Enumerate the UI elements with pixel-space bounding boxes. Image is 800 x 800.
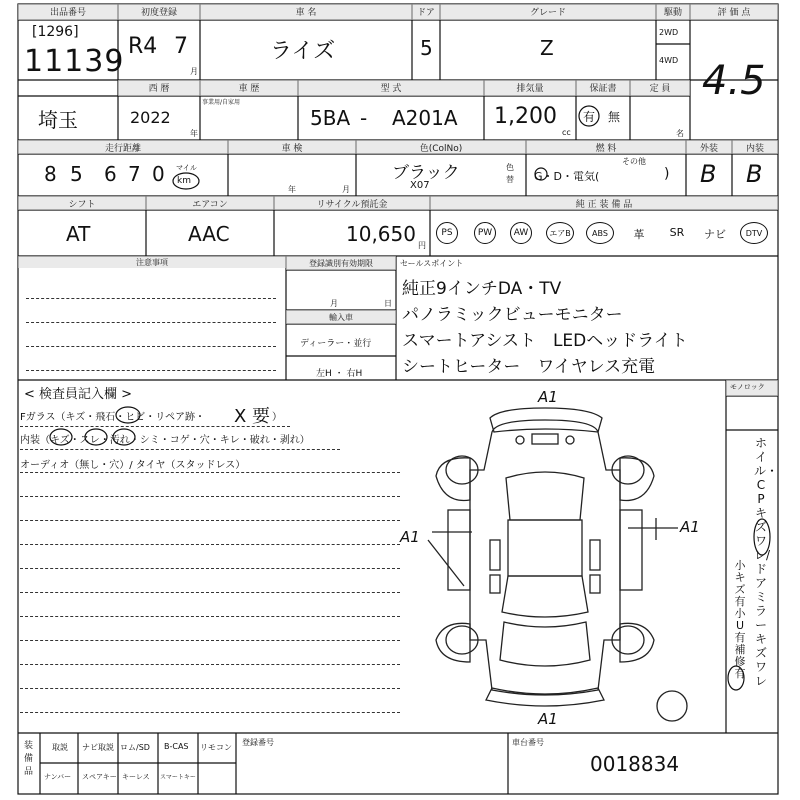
ac-value: AAC xyxy=(188,222,230,246)
equip-abs: ABS xyxy=(586,222,614,244)
door-label: ドア xyxy=(417,8,435,18)
model-code: A201A xyxy=(392,106,458,130)
import-label: 輸入車 xyxy=(329,313,353,322)
mileage-digit-3: 6 xyxy=(104,162,117,186)
capacity-unit: 名 xyxy=(676,129,684,138)
month-unit: 月 xyxy=(190,67,198,76)
shift-label: シフト xyxy=(68,200,96,210)
car-name: ライズ xyxy=(270,39,336,64)
caution-line xyxy=(26,298,276,299)
name-label: 車 名 xyxy=(295,8,317,18)
color-name: ブラック xyxy=(392,163,460,183)
sales-point-2: パノラミックビューモニター xyxy=(402,305,623,325)
western-label: 西 暦 xyxy=(148,84,170,94)
lot-label: 出品番号 xyxy=(49,8,86,18)
footer-item-manual: 取説 xyxy=(52,743,68,752)
capacity-label: 定 員 xyxy=(649,84,671,94)
equip-ps: PS xyxy=(436,222,458,244)
sales-point-3: スマートアシスト LEDヘッドライト xyxy=(402,331,688,351)
door-count: 5 xyxy=(420,36,433,60)
inspection-line-1: Fガラス（キズ・飛石・ヒビ・リペア跡・ xyxy=(20,412,206,423)
side-legend: ホイル・CPキズワレ/ドアミラーキズワレ xyxy=(754,436,779,688)
shaken-year: 年 xyxy=(288,185,296,194)
shaken-label: 車 検 xyxy=(281,144,303,154)
sales-point-4: シートヒーター ワイヤレス充電 xyxy=(402,357,656,377)
inspection-line xyxy=(20,520,400,521)
mileage-digit-5: 0 xyxy=(152,162,165,186)
inspection-line xyxy=(20,544,400,545)
prefecture: 埼玉 xyxy=(38,108,78,132)
equip-dtv: DTV xyxy=(740,222,768,244)
interior-grade: B xyxy=(746,160,763,188)
equip-aw: AW xyxy=(510,222,532,244)
color-label: 色(ColNo) xyxy=(419,144,463,154)
equip-airbag: エアB xyxy=(546,222,574,244)
inspection-line xyxy=(20,616,400,617)
inspection-line-2: 内装（キズ・スレ・汚れ・シミ・コゲ・穴・キレ・破れ・剥れ） xyxy=(20,435,310,446)
mileage-digit-2: 5 xyxy=(70,162,83,186)
inspection-line xyxy=(20,496,400,497)
month: 7 xyxy=(174,34,188,59)
history-note: 事業用/自家用 xyxy=(202,99,241,106)
inspection-line xyxy=(20,712,400,713)
mileage-digit-4: 7 xyxy=(128,162,141,186)
damage-mark-rear: A1 xyxy=(538,388,558,406)
score-value: 4.5 xyxy=(702,58,766,104)
drive-4wd: 4WD xyxy=(659,56,679,65)
equip-navi: ナビ xyxy=(704,228,726,241)
drive-label: 駆動 xyxy=(663,8,682,18)
grade-label: グレード xyxy=(529,8,566,18)
recycle-value: 10,650 xyxy=(346,222,416,246)
mileage-unit-km: km xyxy=(177,176,191,186)
equip-sunroof: SR xyxy=(669,226,685,239)
model-dash: - xyxy=(360,106,368,130)
ac-label: エアコン xyxy=(192,200,228,210)
reg-month: 月 xyxy=(330,299,338,308)
chassis-number: 0018834 xyxy=(590,752,680,776)
year-reg-label: 初度登録 xyxy=(140,8,177,18)
fuel-other: その他 xyxy=(622,157,646,166)
dealer-parallel: ディーラー・並行 xyxy=(300,339,372,349)
inspection-line xyxy=(20,426,290,427)
footer-item-rom-sd: ロム/SD xyxy=(120,743,150,752)
displacement: 1,200 xyxy=(494,104,557,129)
year: 2022 xyxy=(130,108,171,127)
shaken-month: 月 xyxy=(342,185,350,194)
inspection-line xyxy=(20,568,400,569)
exterior-label: 外装 xyxy=(699,144,718,154)
model-prefix: 5BA xyxy=(310,106,351,130)
score-label: 評 価 点 xyxy=(717,8,751,18)
footer-item-plate: ナンバー xyxy=(44,773,72,781)
reg-day: 日 xyxy=(384,299,392,308)
inspection-line xyxy=(20,472,400,473)
equipment-label: 純 正 装 備 品 xyxy=(575,200,633,210)
caution-line xyxy=(26,346,276,347)
fuel-close: ) xyxy=(664,166,670,182)
side-legend-2: 小キズ有 小U有 補修有 xyxy=(734,559,746,680)
steering-side: 左H ・ 右H xyxy=(316,369,363,379)
interior-label: 内装 xyxy=(745,144,764,154)
cc-label: 排気量 xyxy=(516,84,544,94)
registration-number-label: 登録番号 xyxy=(242,738,274,747)
warranty-label: 保証書 xyxy=(589,84,617,94)
equip-pw: PW xyxy=(474,222,496,244)
caution-line xyxy=(26,322,276,323)
inspection-title: < 検査員記入欄 > xyxy=(24,387,133,402)
lot-number: 11139 xyxy=(24,44,125,79)
era-year: R4 xyxy=(128,34,158,59)
history-label: 車 歴 xyxy=(238,84,260,94)
inspection-line xyxy=(20,688,400,689)
inspection-line xyxy=(20,640,400,641)
grade: Z xyxy=(540,36,554,60)
equipment-row-label: 装 備 品 xyxy=(24,741,34,777)
footer-item-spare-key: スペアキー xyxy=(82,773,117,781)
equip-leather: 革 xyxy=(633,228,645,241)
inspection-line xyxy=(20,664,400,665)
registration-label: 登録識別有効期限 xyxy=(309,259,373,268)
warranty-yes: 有 xyxy=(583,110,596,124)
color-change-label: 色替 xyxy=(506,163,514,184)
chassis-label: 車台番号 xyxy=(512,738,544,747)
lot-code: [1296] xyxy=(32,24,79,40)
footer-item-smart-key: スマートキー xyxy=(160,774,196,781)
model-label: 型 式 xyxy=(380,84,402,94)
yen-unit: 円 xyxy=(418,241,426,250)
drive-2wd: 2WD xyxy=(659,28,679,37)
year-unit: 年 xyxy=(190,129,198,138)
caution-label: 注意事項 xyxy=(136,258,168,267)
warranty-no: 無 xyxy=(608,110,621,124)
damage-mark-front: A1 xyxy=(538,710,558,728)
mileage-unit-mile: マイル xyxy=(176,164,197,172)
damage-mark-right: A1 xyxy=(680,518,700,536)
mileage-label: 走行距離 xyxy=(104,144,141,154)
damage-mark-left: A1 xyxy=(400,528,420,546)
color-code: X07 xyxy=(410,180,430,191)
exterior-grade: B xyxy=(700,160,717,188)
footer-item-navi-manual: ナビ取説 xyxy=(82,743,114,752)
cc-unit: cc xyxy=(562,128,571,137)
recycle-label: リサイクル預託金 xyxy=(316,200,388,210)
inspection-line-1-mark: X 要 xyxy=(234,406,271,427)
inspection-line-1-suffix: ） xyxy=(272,412,282,423)
footer-item-remote: リモコン xyxy=(200,743,232,752)
sales-point-1: 純正9インチDA・TV xyxy=(402,279,562,299)
inspection-line xyxy=(20,449,340,450)
inspection-line xyxy=(20,592,400,593)
car-diagram xyxy=(428,408,687,721)
mileage-digit-1: 8 xyxy=(44,162,65,186)
footer-item-bcas: B-CAS xyxy=(164,742,189,751)
shift-value: AT xyxy=(66,222,91,246)
inspection-line-3: オーディオ（無し・穴）/ タイヤ（スタッドレス） xyxy=(20,460,246,471)
frame-label: モノロック xyxy=(730,383,765,391)
sales-point-label: セールスポイント xyxy=(400,259,464,268)
footer-item-keyless: キーレス xyxy=(122,773,150,781)
fuel-text: G・D・電気( xyxy=(534,170,600,183)
fuel-label: 燃 料 xyxy=(595,144,617,154)
caution-line xyxy=(26,370,276,371)
